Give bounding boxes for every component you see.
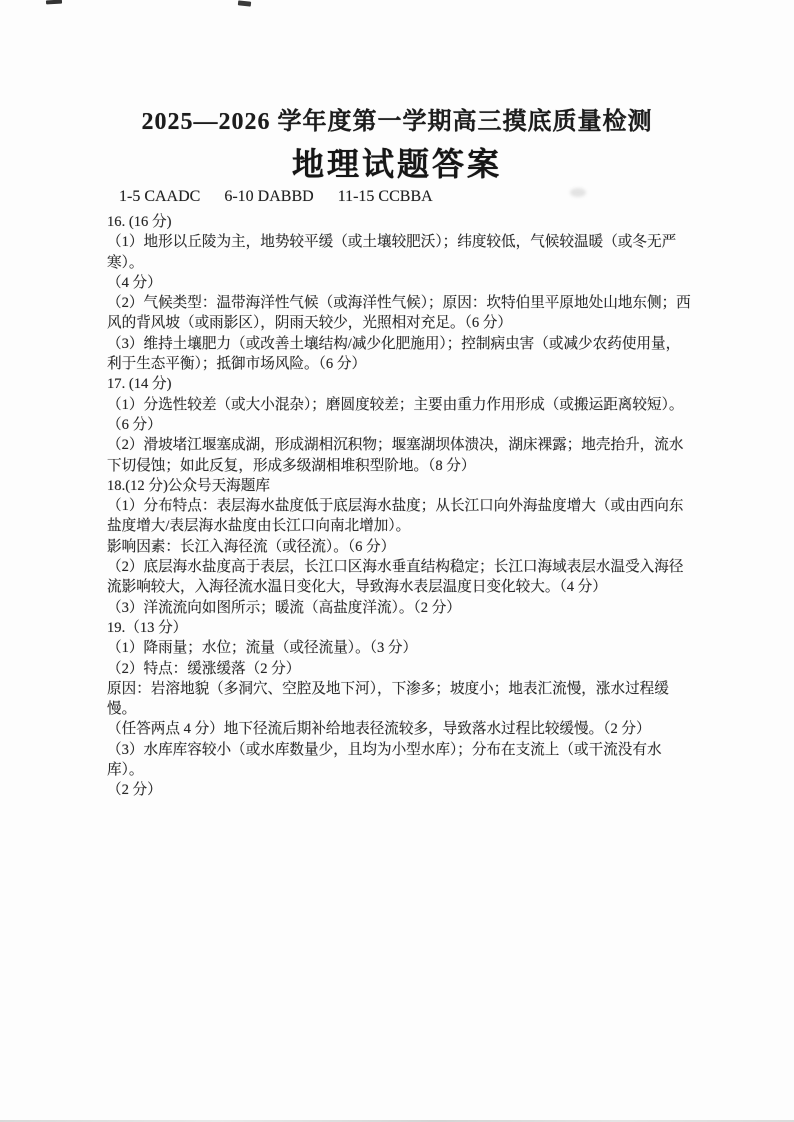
section-heading: 17. (14 分)	[107, 376, 172, 393]
answer-sections	[107, 212, 697, 801]
answer-line: 原因：岩溶地貌（多洞穴、空腔及地下河），下渗多；坡度小；地表汇流慢，涨水过程缓慢。	[107, 680, 669, 718]
answer-line: 利于生态平衡）；抵御市场风险。（6 分）	[107, 356, 367, 373]
answer-line: （1）降雨量；水位；流量（或径流量）。（3 分）	[107, 640, 418, 657]
answer-line: 风的背风坡（或雨影区），阴雨天较少，光照相对充足。（6 分）	[107, 315, 512, 332]
answer-line: （2）底层海水盐度高于表层，长江口区海水垂直结构稳定；长江口海域表层水温受入海径	[107, 559, 684, 576]
document-title: 2025—2026 学年度第一学期高三摸底质量检测	[141, 109, 653, 135]
answer-key-group-1: 1-5 CAADC	[119, 188, 201, 205]
answer-line: （2）气候类型：温带海洋性气候（或海洋性气候）；原因：坎特伯里平原地处山地东侧；西	[107, 295, 691, 312]
answer-line: 下切侵蚀；如此反复，形成多级湖相堆积型阶地。（8 分）	[107, 457, 476, 474]
answer-line: （6 分）	[107, 416, 162, 433]
section-heading: 16. (16 分)	[107, 214, 172, 230]
answer-line: （1）地形以丘陵为主，地势较平缓（或土壤较肥沃）；纬度较低，气候较温暖（或冬无严寒）。	[107, 234, 677, 271]
answer-line: 盐度增大/表层海水盐度由长江口向南北增加）。	[107, 518, 411, 535]
answer-line: （3）维持土壤肥力（或改善土壤结构/减少化肥施用）；控制病虫害（或减少农药使用量，	[107, 335, 681, 352]
answer-line: （任答两点 4 分）地下径流后期补给地表径流较多，导致落水过程比较缓慢。（2 分）	[107, 721, 651, 738]
document-subtitle: 地理试题答案	[291, 146, 502, 182]
answer-line: （4 分）	[107, 274, 162, 291]
answer-line: 流影响较大，入海径流水温日变化大，导致海水表层温度日变化较大。（4 分）	[107, 579, 607, 596]
scan-artifact	[238, 0, 251, 6]
answer-line: （2）特点：缓涨缓落（2 分）	[107, 660, 301, 677]
answer-key-group-2: 6-10 DABBD	[224, 188, 314, 205]
answer-line: （3）水库库容较小（或水库数量少，且均为小型水库）；分布在支流上（或干流没有水库）。	[107, 741, 662, 779]
answer-key-group-3: 11-15 CCBBA	[337, 188, 433, 205]
answer-line: （1）分选性较差（或大小混杂）；磨圆度较差；主要由重力作用形成（或搬运距离较短）。	[107, 396, 684, 413]
section-heading: 19.（13 分）	[107, 619, 188, 636]
answer-line: （2）滑坡堵江堰塞成湖，形成湖相沉积物；堰塞湖坝体溃决，湖床裸露；地壳抬升，流水	[107, 437, 684, 454]
answer-line: （2 分）	[107, 782, 162, 799]
scan-artifact	[570, 188, 586, 197]
answer-key-row	[119, 188, 433, 206]
answer-line: （1）分布特点：表层海水盐度低于底层海水盐度；从长江口向外海盐度增大（或由西向东	[107, 498, 684, 515]
scan-artifact	[46, 0, 62, 4]
answer-line: 影响因素：长江入海径流（或径流）。（6 分）	[107, 538, 396, 555]
section-heading: 18.(12 分)公众号天海题库	[107, 477, 270, 494]
answer-line: （3）洋流流向如图所示；暖流（高盐度洋流）。（2 分）	[107, 599, 461, 616]
